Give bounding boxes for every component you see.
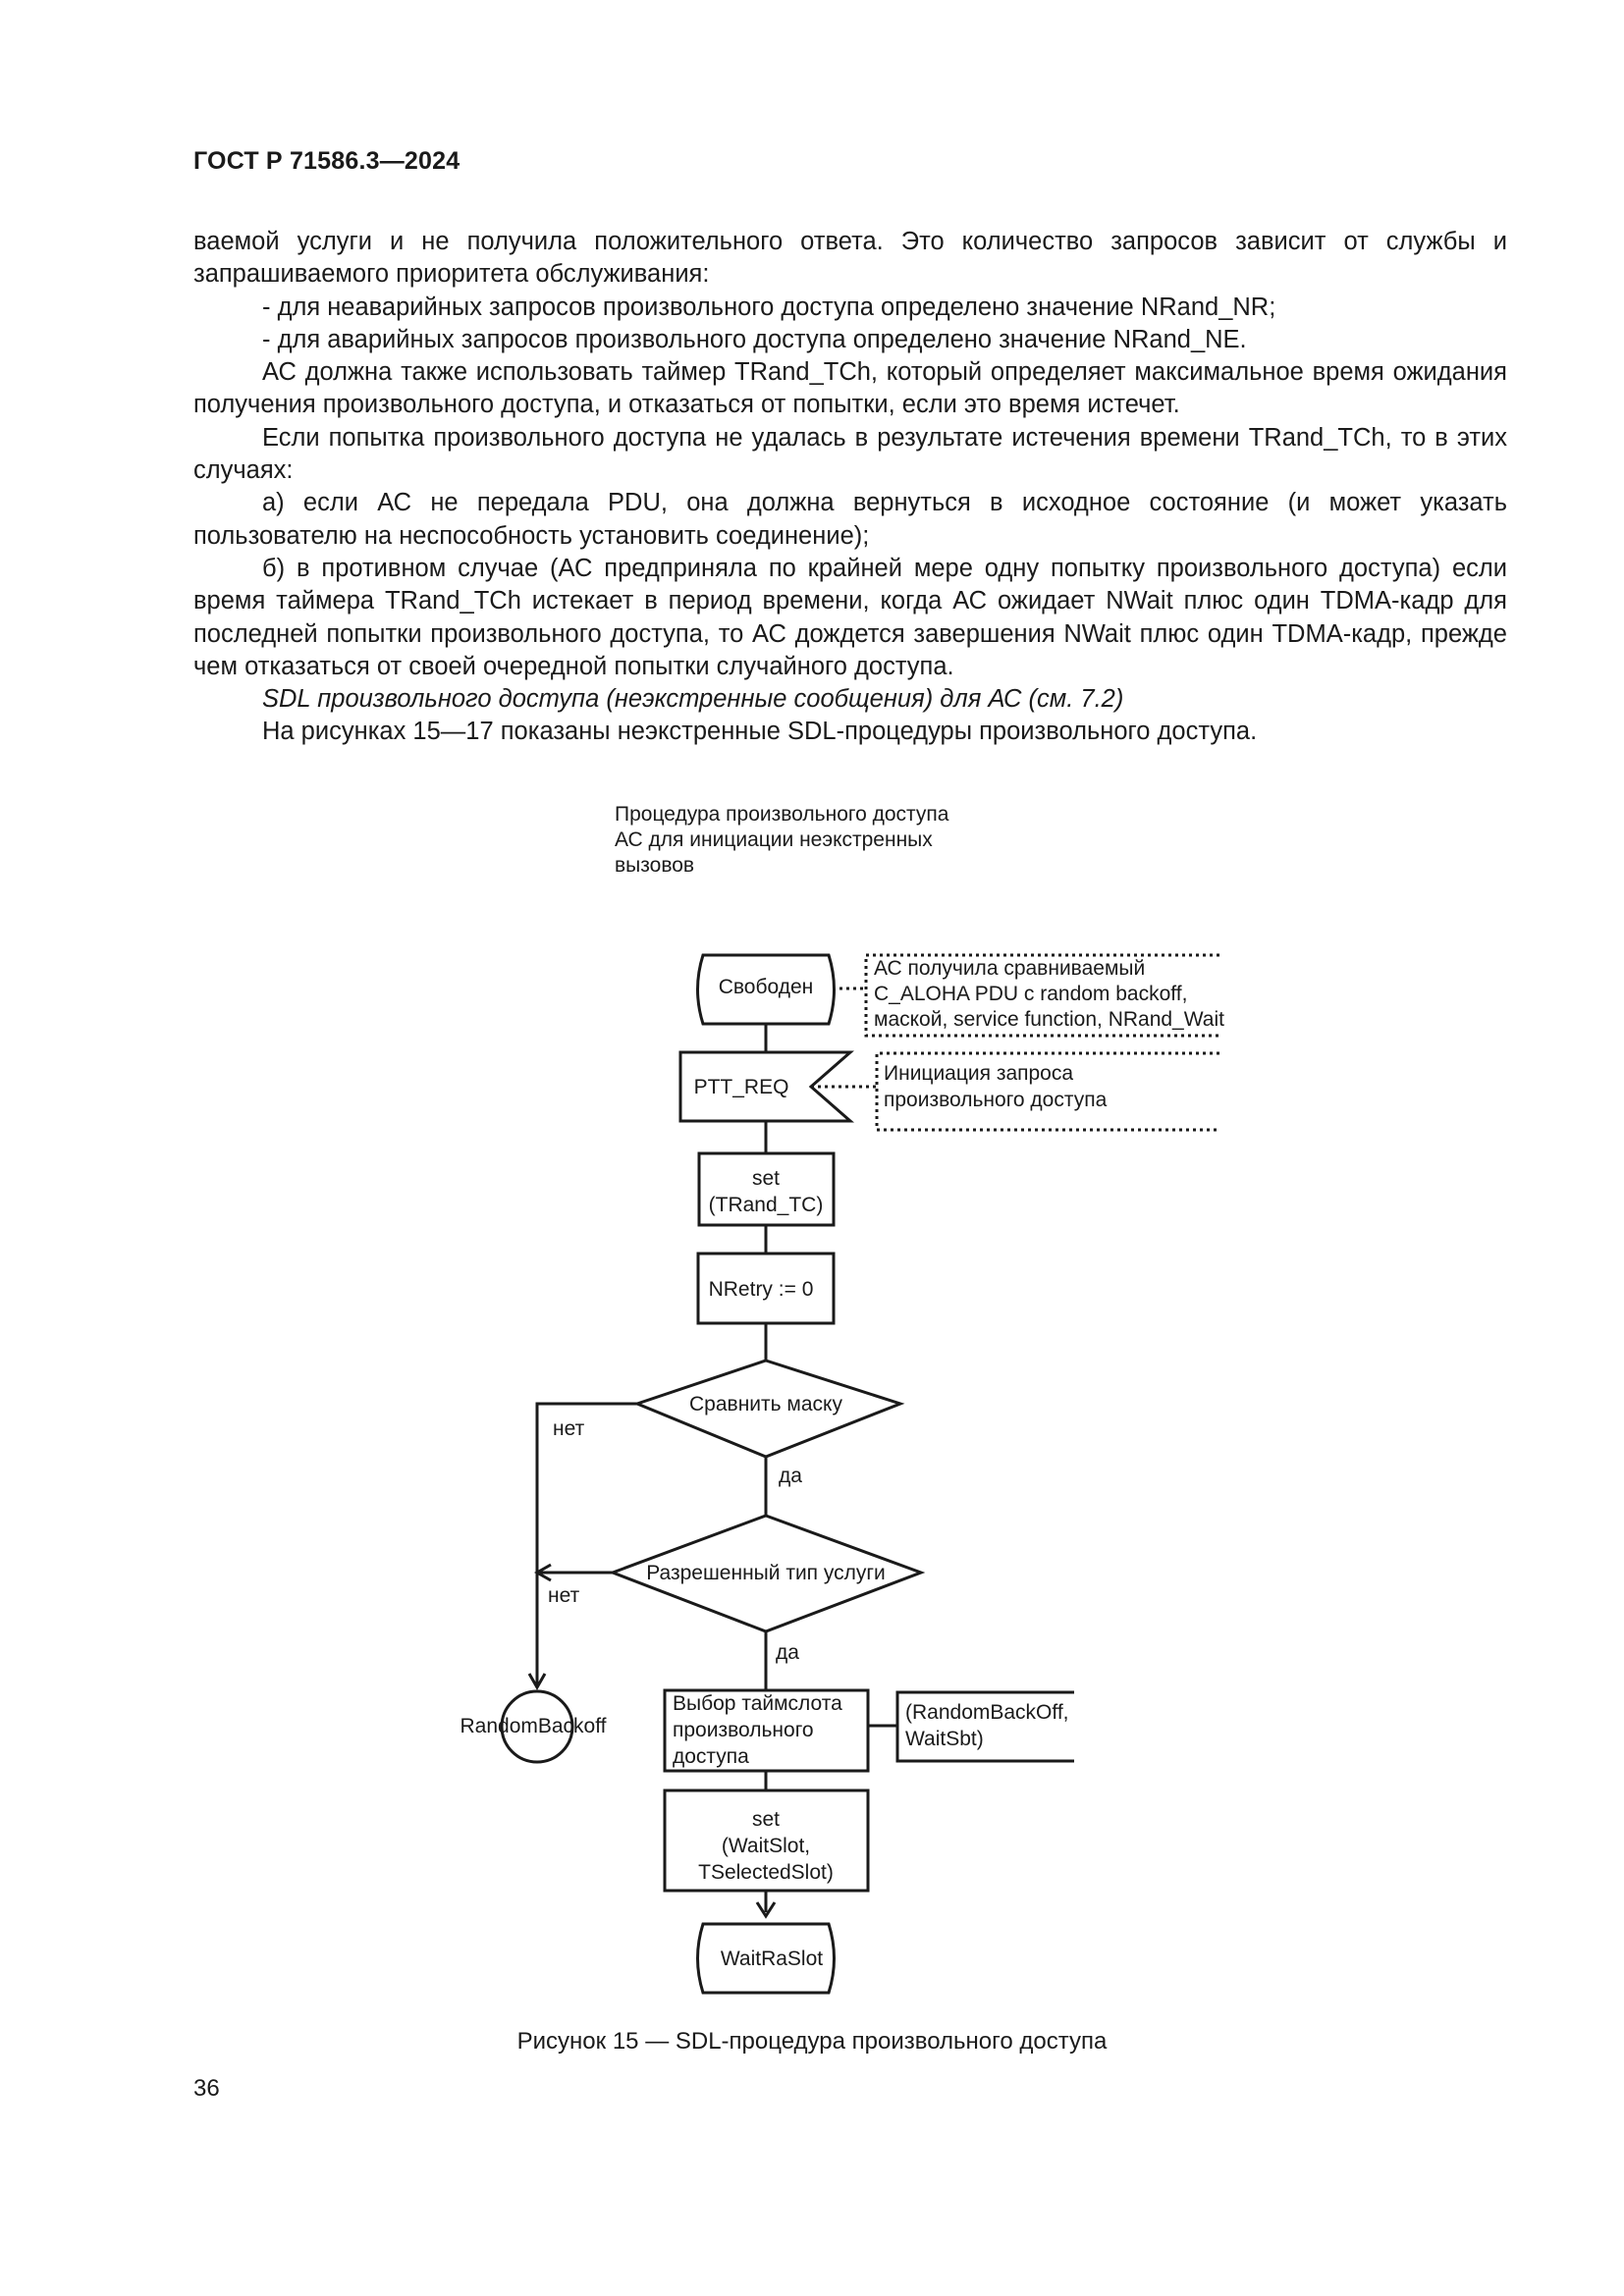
figure-title-line: Процедура произвольного доступа	[615, 803, 949, 826]
paragraph: Если попытка произвольного доступа не удалась в результате истечения времени TRand_TCh, то в этих случаях:	[193, 423, 1507, 485]
comment-idle-line: маской, service function, NRand_Wait	[874, 1008, 1224, 1031]
paragraph: а) если АС не передала PDU, она должна вернуться в исходное состояние (и может указать пользователю на неспособность установить соединение);	[193, 489, 1507, 550]
list-item: - для аварийных запросов произвольного доступа определено значение NRand_NE.	[262, 325, 1247, 353]
section-subheading: SDL произвольного доступа (неэкстренные сообщения) для АС (см. 7.2)	[262, 685, 1124, 714]
task-select-slot-line: Выбор таймслота	[673, 1692, 842, 1715]
comment-ptt-line: произвольного доступа	[884, 1089, 1108, 1111]
figure-title-line: вызовов	[615, 854, 695, 877]
body-text	[193, 226, 1507, 749]
comment-select-line: WaitSbt)	[905, 1728, 984, 1750]
paragraph: АС должна также использовать таймер TRand_TCh, который определяет максимальное время ожидания получения произвольного доступа, и отказаться от попытки, если это время истечет.	[193, 358, 1507, 419]
task-select-slot-line: доступа	[673, 1745, 749, 1768]
label-yes: да	[776, 1641, 799, 1664]
task-nretry-label: NRetry := 0	[708, 1278, 814, 1301]
figure-caption: Рисунок 15 — SDL-процедура произвольного доступа	[516, 2028, 1108, 2055]
task-set-trand-line: (TRand_TC)	[708, 1194, 824, 1216]
label-no: нет	[548, 1584, 580, 1607]
decision-mask-label: Сравнить маску	[689, 1393, 842, 1415]
task-select-slot-line: произвольного	[673, 1719, 814, 1741]
paragraph: ваемой услуги и не получила положительного ответа. Это количество запросов зависит от службы и запрашиваемого приоритета обслуживания:	[193, 228, 1507, 289]
page-number: 36	[193, 2075, 220, 2102]
task-set-wait-line: (WaitSlot,	[721, 1835, 811, 1857]
label-no: нет	[553, 1417, 585, 1440]
list-item: - для неаварийных запросов произвольного доступа определено значение NRand_NR;	[262, 293, 1276, 321]
task-set-trand-line: set	[751, 1167, 781, 1190]
state-wait-label: WaitRaSlot	[720, 1948, 824, 1970]
label-yes: да	[779, 1465, 802, 1487]
paragraph: На рисунках 15—17 показаны неэкстренные SDL-процедуры произвольного доступа.	[262, 718, 1258, 746]
paragraph: б) в противном случае (АС предприняла по крайней мере одну попытку произвольного доступа) если время таймера TRand_TCh истекает в период времени, когда АС ожидает NWait плюс один TDMA-кадр для последней попытки произвольного доступа, то АС дождется завершения NWait плюс один TDMA-кадр, прежде чем отказаться от своей очередной попытки случайного доступа.	[193, 554, 1507, 680]
comment-idle-line: C_ALOHA PDU с random backoff,	[874, 983, 1188, 1005]
connector-random-backoff-label: RandomBackoff	[460, 1715, 607, 1737]
input-signal-label: PTT_REQ	[693, 1076, 789, 1098]
task-set-wait-line: set	[751, 1808, 781, 1831]
sdl-flowchart	[0, 785, 1624, 2022]
document-code-header: ГОСТ Р 71586.3—2024	[193, 147, 460, 175]
comment-select-line: (RandomBackOff,	[905, 1701, 1069, 1724]
state-idle-label: Свободен	[718, 976, 814, 998]
task-set-wait-line: TSelectedSlot)	[698, 1861, 834, 1884]
comment-ptt-line: Инициация запроса	[884, 1062, 1074, 1085]
comment-idle-line: АС получила сравниваемый	[874, 957, 1146, 980]
figure-title-line: АС для инициации неэкстренных	[615, 828, 933, 851]
decision-service-label: Разрешенный тип услуги	[646, 1562, 886, 1584]
